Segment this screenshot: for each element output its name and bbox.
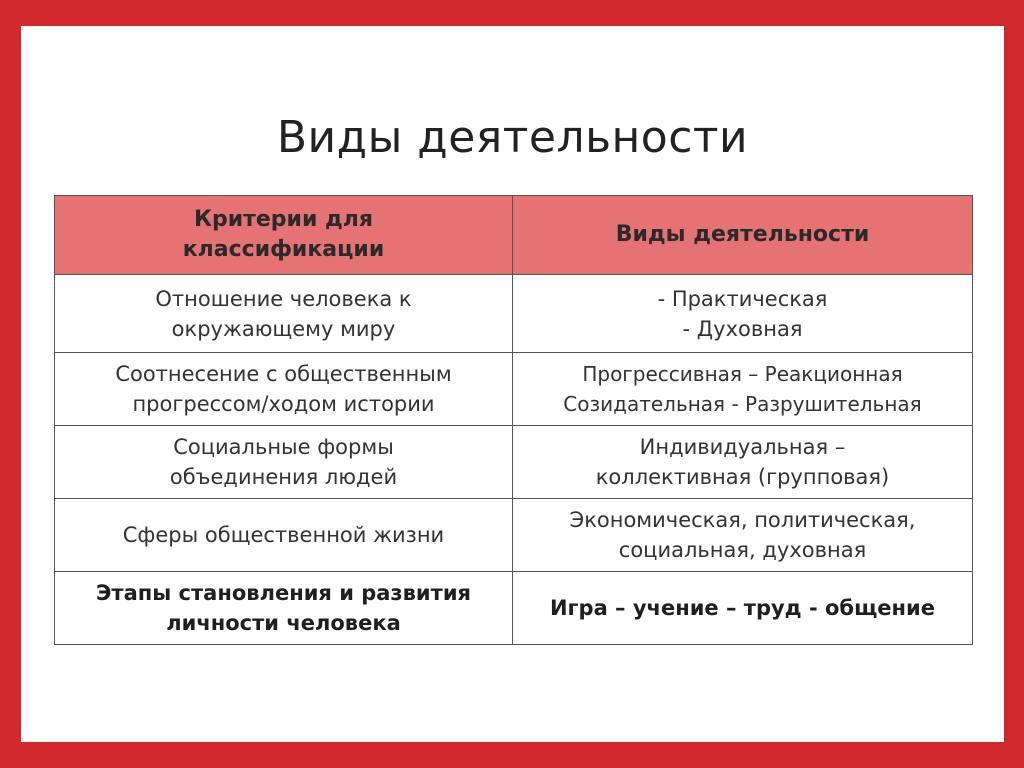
criterion-text: окружающему миру <box>171 316 396 341</box>
criterion-cell <box>55 572 513 645</box>
slide-title: Виды деятельности <box>276 112 749 163</box>
criterion-text: личности человека <box>166 611 401 635</box>
activity-type-text: Индивидуальная – <box>639 435 846 459</box>
criterion-cell <box>55 499 513 572</box>
table-row <box>55 572 973 645</box>
activity-types-cell <box>513 426 973 499</box>
table-header-row <box>55 196 973 275</box>
criterion-text: Соотнесение с общественным <box>115 362 452 386</box>
criterion-text: Отношение человека к <box>155 286 412 311</box>
activity-types-cell <box>513 275 973 353</box>
header-criteria-line-2: классификации <box>182 237 385 262</box>
criterion-cell <box>55 275 513 353</box>
criterion-cell <box>55 353 513 426</box>
header-criteria-line-1: Критерии для <box>193 207 374 232</box>
criterion-text: Сферы общественной жизни <box>122 523 445 547</box>
table-row <box>55 275 973 353</box>
classification-table <box>54 195 973 645</box>
criterion-text: Этапы становления и развития <box>95 581 472 605</box>
criterion-cell <box>55 426 513 499</box>
criterion-text: прогрессом/ходом истории <box>132 392 435 416</box>
header-activity-types: Виды деятельности <box>513 196 973 275</box>
table-row <box>55 426 973 499</box>
activity-type-text: коллективная (групповая) <box>595 465 890 489</box>
activity-type-text: - Практическая <box>657 286 828 311</box>
criterion-text: Социальные формы <box>173 435 394 459</box>
table-row <box>55 353 973 426</box>
activity-type-text: Экономическая, политическая, <box>569 508 916 532</box>
activity-types-cell <box>513 499 973 572</box>
slide <box>21 26 1004 742</box>
activity-type-text: Игра – учение – труд - общение <box>549 596 935 620</box>
activity-type-text: Созидательная - Разрушительная <box>563 392 922 416</box>
activity-type-text: социальная, духовная <box>618 538 867 562</box>
activity-types-cell <box>513 353 973 426</box>
criterion-text: объединения людей <box>169 465 398 489</box>
activity-type-text: - Духовная <box>682 316 803 341</box>
classification-table-container <box>54 195 972 645</box>
activity-type-text: Прогрессивная – Реакционная <box>582 362 903 386</box>
header-criteria <box>55 196 513 275</box>
table-row <box>55 499 973 572</box>
activity-types-cell <box>513 572 973 645</box>
